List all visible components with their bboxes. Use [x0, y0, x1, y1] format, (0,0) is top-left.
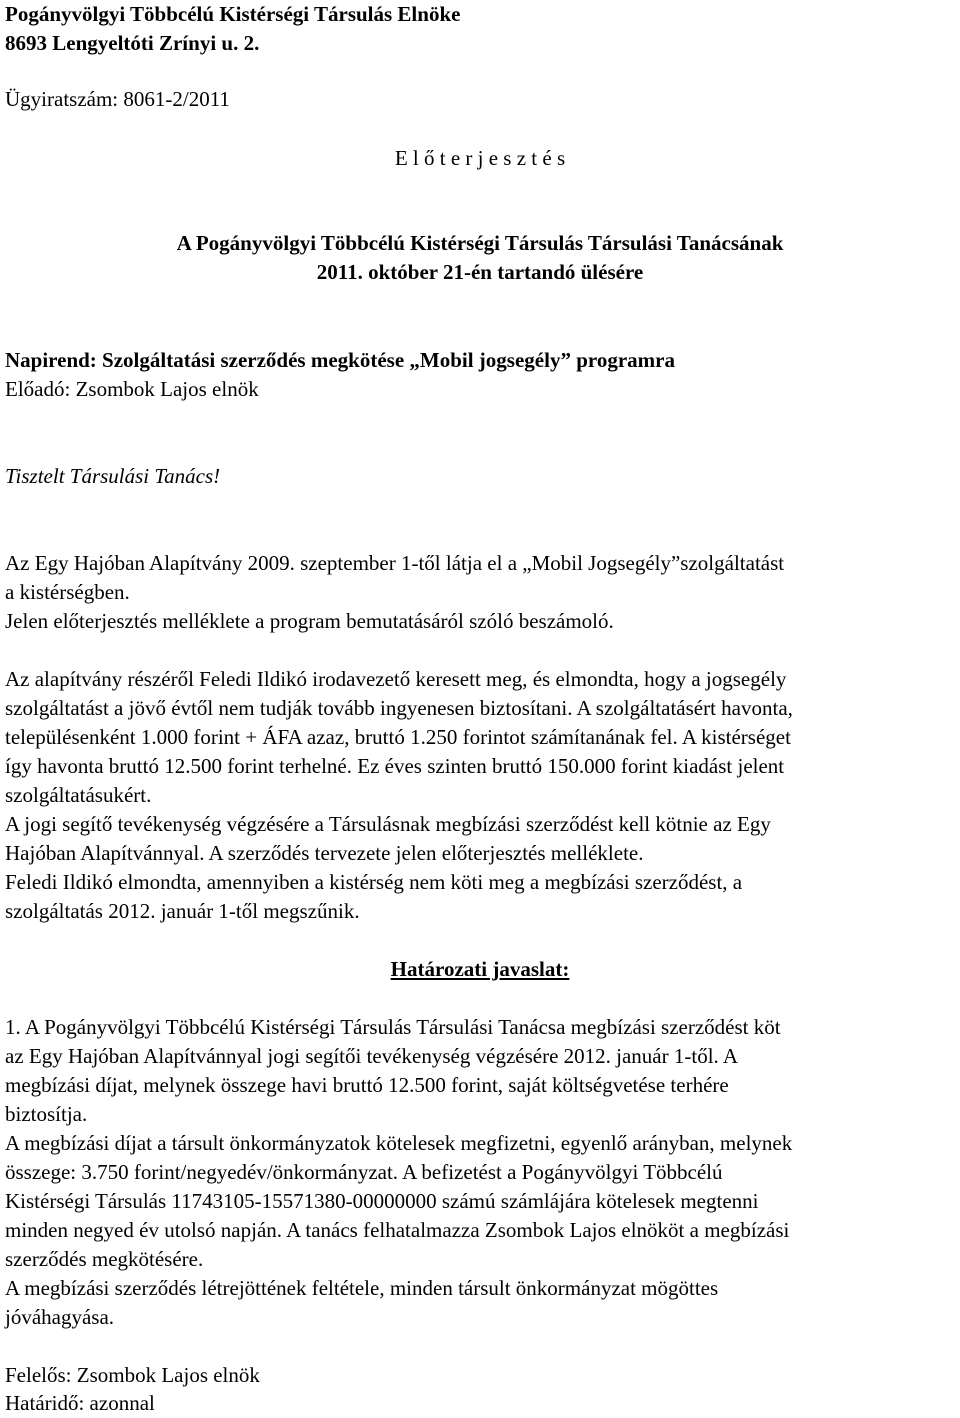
- resolution-line: A megbízási szerződés létrejöttének feltétele, minden társult önkormányzat mögöttes: [5, 1276, 719, 1300]
- body-line: szolgáltatás 2012. január 1-től megszűnik.: [5, 899, 360, 923]
- salutation: Tisztelt Társulási Tanács!: [5, 464, 221, 488]
- deadline-line: Határidő: azonnal: [5, 1391, 155, 1415]
- header-org: Pogányvölgyi Többcélú Kistérségi Társulás Elnöke: [5, 2, 461, 26]
- responsible-line: Felelős: Zsombok Lajos elnök: [5, 1363, 260, 1387]
- body-line: A jogi segítő tevékenység végzésére a Társulásnak megbízási szerződést kell kötnie az Egy: [5, 812, 771, 836]
- agenda-line: Napirend: Szolgáltatási szerződés megkötése „Mobil jogsegély” programra: [5, 348, 675, 372]
- resolution-line: az Egy Hajóban Alapítvánnyal jogi segítői tevékenység végzésére 2012. január 1-től. A: [5, 1044, 739, 1068]
- document-title: E l ő t e r j e s z t é s: [394, 146, 566, 170]
- subtitle-line: A Pogányvölgyi Többcélú Kistérségi Társulás Társulási Tanácsának: [176, 231, 784, 255]
- file-number: Ügyiratszám: 8061-2/2011: [5, 87, 230, 111]
- resolution-line: Kistérségi Társulás 11743105-15571380-00000000 számú számlájára kötelesek megtenni: [5, 1189, 759, 1213]
- resolution-heading: Határozati javaslat:: [390, 957, 570, 981]
- resolution-line: szerződés megkötésére.: [5, 1247, 204, 1271]
- body-line: településenként 1.000 forint + ÁFA azaz, bruttó 1.250 forintot számítanának fel. A kistérséget: [5, 725, 791, 749]
- resolution-line: jóváhagyása.: [5, 1305, 115, 1329]
- body-line: Az Egy Hajóban Alapítvány 2009. szeptember 1-től látja el a „Mobil Jogsegély”szolgáltatást: [5, 551, 785, 575]
- body-line: a kistérségben.: [5, 580, 130, 604]
- subtitle-line: 2011. október 21-én tartandó ülésére: [316, 260, 644, 284]
- header-address: 8693 Lengyeltóti Zrínyi u. 2.: [5, 31, 260, 55]
- body-line: Jelen előterjesztés melléklete a program bemutatásáról szóló beszámoló.: [5, 609, 614, 633]
- resolution-line: biztosítja.: [5, 1102, 88, 1126]
- resolution-line: összege: 3.750 forint/negyedév/önkormányzat. A befizetést a Pogányvölgyi Többcélú: [5, 1160, 723, 1184]
- body-line: Feledi Ildikó elmondta, amennyiben a kistérség nem köti meg a megbízási szerződést, a: [5, 870, 743, 894]
- body-line: Hajóban Alapítvánnyal. A szerződés tervezete jelen előterjesztés melléklete.: [5, 841, 644, 865]
- body-line: szolgáltatásukért.: [5, 783, 152, 807]
- body-line: Az alapítvány részéről Feledi Ildikó irodavezető keresett meg, és elmondta, hogy a jogsegély: [5, 667, 787, 691]
- presenter-line: Előadó: Zsombok Lajos elnök: [5, 377, 259, 401]
- resolution-line: A megbízási díjat a társult önkormányzatok kötelesek megfizetni, egyenlő arányban, melynek: [5, 1131, 793, 1155]
- resolution-line: 1. A Pogányvölgyi Többcélú Kistérségi Társulás Társulási Tanácsa megbízási szerződést köt: [5, 1015, 781, 1039]
- body-line: így havonta bruttó 12.500 forint terhelné. Ez éves szinten bruttó 150.000 forint kiadást jelent: [5, 754, 785, 778]
- resolution-line: megbízási díjat, melynek összege havi bruttó 12.500 forint, saját költségvetése terhére: [5, 1073, 729, 1097]
- resolution-line: minden negyed év utolsó napján. A tanács felhatalmazza Zsombok Lajos elnököt a megbízási: [5, 1218, 790, 1242]
- body-line: szolgáltatást a jövő évtől nem tudják tovább ingyenesen biztosítani. A szolgáltatásért havonta,: [5, 696, 793, 720]
